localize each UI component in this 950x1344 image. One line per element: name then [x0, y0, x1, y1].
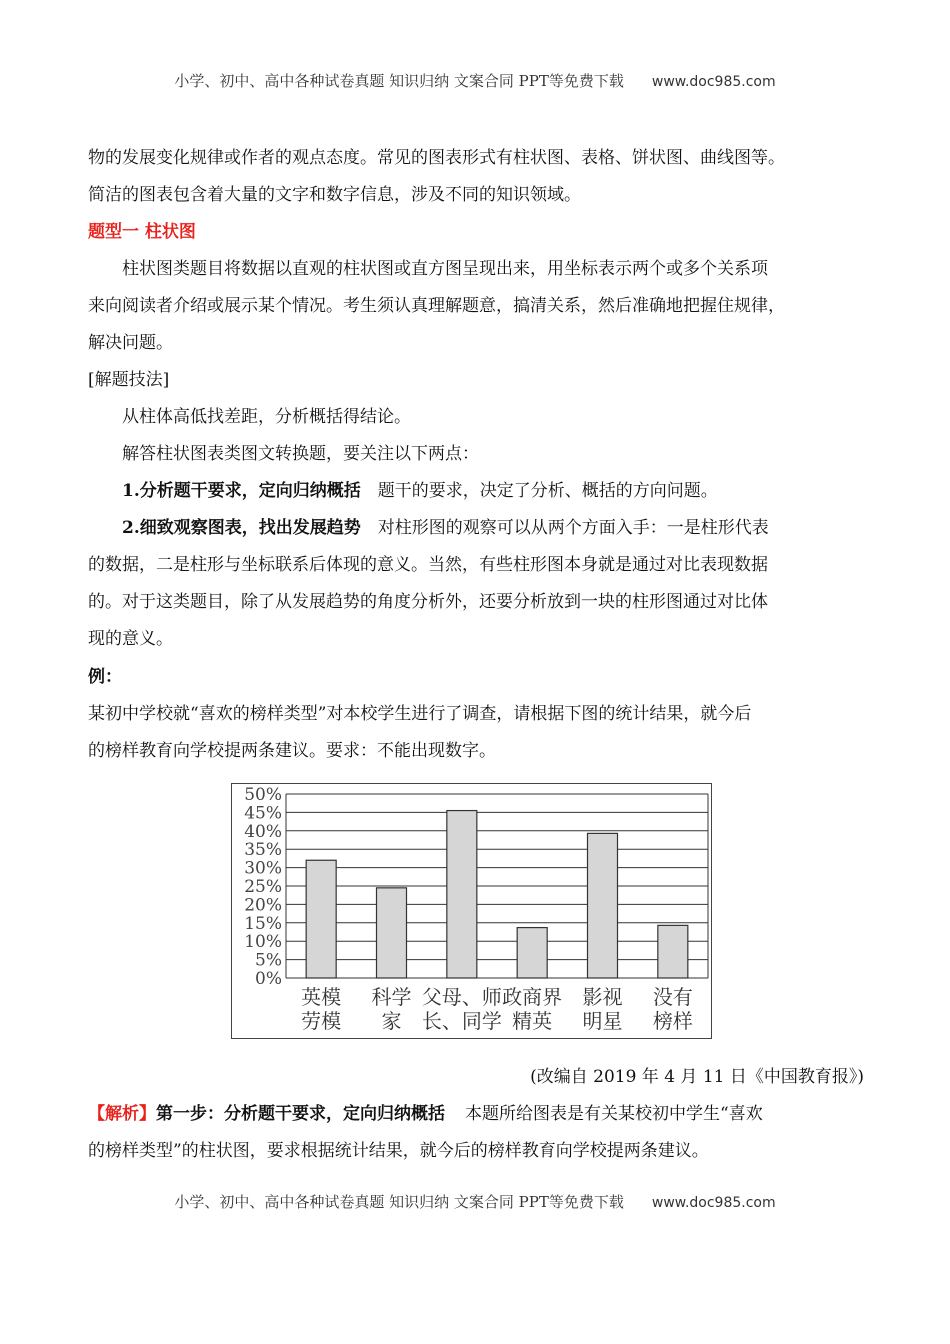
x-tick-label: 科学 [371, 985, 412, 1009]
x-tick-label: 家 [381, 1009, 402, 1033]
paragraph-line: 简洁的图表包含着大量的文字和数字信息，涉及不同的知识领域。 [88, 185, 581, 205]
header-text: 小学、初中、高中各种试卷真题 知识归纳 文案合同 PPT等免费下载 [174, 72, 624, 90]
header-site-link[interactable]: www.doc985.com [651, 74, 776, 90]
y-tick-label: 10% [244, 932, 282, 953]
x-tick-label: 政商界 [502, 985, 563, 1009]
method-line: 解答柱状图表类图文转换题，要关注以下两点： [122, 444, 479, 464]
bar [306, 860, 336, 978]
paragraph-line: 物的发展变化规律或作者的观点态度。常见的图表形式有柱状图、表格、饼状图、曲线图等。 [88, 148, 785, 168]
method-label: [解题技法] [88, 370, 170, 390]
source-citation: (改编自 2019 年 4 月 11 日《中国教育报》) [530, 1067, 864, 1087]
analysis-line [88, 1104, 864, 1124]
example-label: 例： [88, 667, 122, 687]
point-2-title: 2.细致观察图表，找出发展趋势 [122, 518, 361, 538]
bar [517, 928, 547, 978]
paragraph-line: 来向阅读者介绍或展示某个情况。考生须认真理解题意，搞清关系，然后准确地把握住规律， [88, 296, 785, 316]
page-footer [0, 1191, 950, 1212]
y-tick-label: 5% [255, 950, 282, 971]
point-1 [122, 481, 898, 501]
x-tick-label: 精英 [512, 1009, 553, 1033]
analysis-text: 本题所给图表是有关某校初中学生“喜欢 [465, 1104, 763, 1124]
section-title: 题型一 柱状图 [88, 222, 196, 242]
footer-site-link[interactable]: www.doc985.com [651, 1195, 776, 1211]
example-line: 的榜样教育向学校提两条建议。要求：不能出现数字。 [88, 741, 496, 761]
y-tick-label: 45% [244, 803, 282, 824]
x-tick-label: 影视 [582, 985, 623, 1009]
bar-chart-svg [232, 784, 711, 1038]
method-line: 从柱体高低找差距，分析概括得结论。 [122, 407, 411, 427]
point-2-text: 对柱形图的观察可以从两个方面入手：一是柱形代表 [377, 518, 769, 538]
y-tick-label: 25% [244, 877, 282, 897]
x-tick-label: 榜样 [652, 1009, 693, 1033]
y-tick-label: 0% [255, 969, 282, 989]
point-2 [122, 518, 898, 538]
paragraph-line: 现的意义。 [88, 629, 173, 649]
y-tick-label: 20% [244, 895, 282, 916]
page-header [0, 70, 950, 91]
bar [588, 833, 618, 978]
point-1-title: 1.分析题干要求，定向归纳概括 [122, 481, 361, 501]
y-tick-label: 50% [244, 785, 282, 805]
bar [377, 888, 407, 978]
x-tick-label: 父母、师 [421, 985, 502, 1009]
y-tick-label: 30% [244, 858, 282, 879]
x-tick-label: 英模 [301, 985, 342, 1009]
bar [447, 811, 477, 978]
x-tick-label: 明星 [582, 1009, 623, 1033]
paragraph-line: 的。对于这类题目，除了从发展趋势的角度分析外，还要分析放到一块的柱形图通过对比体 [88, 592, 768, 612]
y-tick-label: 15% [244, 913, 282, 934]
bar [658, 925, 688, 978]
paragraph-line: 解决问题。 [88, 333, 173, 353]
analysis-line-2: 的榜样类型”的柱状图，要求根据统计结果，就今后的榜样教育向学校提两条建议。 [88, 1141, 709, 1161]
footer-text: 小学、初中、高中各种试卷真题 知识归纳 文案合同 PPT等免费下载 [174, 1193, 624, 1211]
analysis-step: 第一步：分析题干要求，定向归纳概括 [156, 1104, 445, 1124]
paragraph-line: 的数据，二是柱形与坐标联系后体现的意义。当然，有些柱形图本身就是通过对比表现数据 [88, 555, 768, 575]
example-line: 某初中学校就“喜欢的榜样类型”对本校学生进行了调查，请根据下图的统计结果，就今后 [88, 704, 752, 724]
x-tick-label: 没有 [652, 985, 693, 1009]
x-tick-label: 长、同学 [421, 1009, 502, 1033]
paragraph-line: 柱状图类题目将数据以直观的柱状图或直方图呈现出来，用坐标表示两个或多个关系项 [122, 259, 768, 279]
y-tick-label: 40% [244, 821, 282, 842]
bar-chart [231, 783, 712, 1039]
analysis-label: 【解析】 [88, 1104, 156, 1124]
y-tick-label: 35% [244, 840, 282, 861]
x-tick-label: 劳模 [301, 1009, 342, 1033]
point-1-text: 题干的要求，决定了分析、概括的方向问题。 [377, 481, 718, 501]
